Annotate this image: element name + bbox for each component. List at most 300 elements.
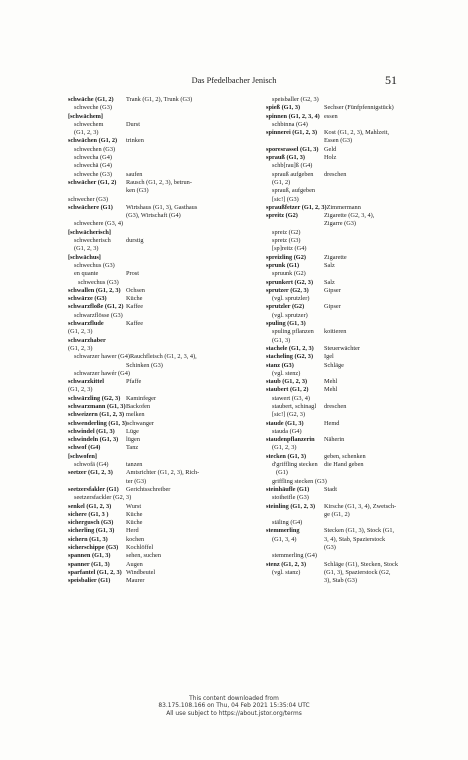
- dictionary-entry: [68, 337, 263, 345]
- entry-meaning: 3, 4), Stab, Spazierstock: [324, 535, 386, 543]
- entry-meaning: Schläge (G1), Stecken, Stock: [324, 560, 398, 568]
- dictionary-entry: [68, 428, 263, 436]
- entry-meaning: Tanz: [126, 444, 139, 452]
- dictionary-entry: [266, 577, 461, 585]
- dictionary-column-right: [266, 96, 461, 586]
- entry-meaning: [126, 312, 263, 320]
- entry-meaning: (G3): [324, 544, 336, 552]
- dictionary-entry: [68, 503, 263, 511]
- entry-headword: (vgl. sprutzler): [272, 295, 310, 303]
- dictionary-entry: [68, 378, 263, 386]
- entry-meaning: Kaffee: [126, 303, 144, 311]
- entry-meaning: [324, 552, 461, 560]
- dictionary-entry: [266, 536, 461, 544]
- dictionary-entry: [266, 386, 461, 394]
- entry-meaning: [324, 469, 461, 477]
- dictionary-entry: [266, 569, 461, 577]
- entry-meaning: Hemd: [324, 419, 340, 427]
- dictionary-entry: [68, 569, 263, 577]
- entry-meaning: [126, 196, 263, 204]
- entry-meaning: Amtsrichter (G1, 2, 3), Rich-: [126, 469, 200, 477]
- entry-meaning: Trank (G1, 2), Trunk (G3): [126, 96, 193, 103]
- entry-headword: (G1, 2, 3): [68, 386, 93, 394]
- dictionary-entry: [68, 478, 263, 486]
- entry-meaning: [126, 328, 263, 336]
- entry-headword: stecken (G1, 3): [266, 452, 307, 460]
- dictionary-entry: [68, 544, 263, 552]
- entry-meaning: die Hand geben: [324, 461, 364, 469]
- entry-headword: schwechere (G3, 4): [74, 220, 124, 228]
- entry-meaning: Gerichtsschreiber: [126, 485, 171, 493]
- entry-meaning: [126, 337, 263, 345]
- entry-headword: (G1, 2, 3): [272, 444, 297, 452]
- entry-meaning: Gipser: [324, 303, 341, 311]
- dictionary-entry: [266, 187, 461, 195]
- entry-headword: [sic!] (G3): [272, 195, 299, 203]
- dictionary-entry: [266, 137, 461, 145]
- dictionary-entry: [266, 96, 461, 104]
- dictionary-entry: [266, 561, 461, 569]
- entry-headword: sprunkert (G2, 3): [266, 278, 314, 286]
- dictionary-entry: [68, 254, 263, 262]
- entry-headword: spraußfetzer (G1, 2, 3): [266, 203, 327, 211]
- jstor-footer: [0, 696, 468, 718]
- entry-headword: [266, 511, 324, 519]
- dictionary-entry: [68, 420, 263, 428]
- dictionary-entry: [68, 129, 263, 137]
- entry-headword: stoiheifle (G3): [272, 494, 309, 502]
- dictionary-entry: [266, 486, 461, 494]
- entry-headword: schwechem: [74, 120, 104, 128]
- entry-headword: sparfantel (G1, 2, 3): [68, 568, 122, 576]
- entry-headword: sichere (G1, 3 ): [68, 510, 109, 518]
- entry-headword: [266, 577, 324, 585]
- entry-meaning: Küche: [126, 295, 143, 303]
- dictionary-entry: [68, 519, 263, 527]
- entry-meaning: [324, 312, 461, 320]
- entry-headword: spuling pflanzen: [272, 328, 314, 336]
- entry-headword: schwarzhaber: [68, 336, 106, 344]
- entry-meaning: Augen: [126, 560, 143, 568]
- entry-meaning: Küche: [126, 510, 143, 518]
- dictionary-entry: [266, 544, 461, 552]
- entry-meaning: [126, 229, 263, 237]
- entry-meaning: [324, 96, 461, 104]
- entry-headword: sprunk (G1): [266, 261, 300, 269]
- dictionary-entry: [266, 220, 461, 228]
- entry-headword: [68, 212, 126, 220]
- dictionary-entry: [266, 162, 461, 170]
- entry-meaning: [324, 411, 461, 419]
- dictionary-entry: [68, 179, 263, 187]
- entry-meaning: [324, 196, 461, 204]
- dictionary-entry: [266, 104, 461, 112]
- entry-meaning: Backofen: [126, 402, 151, 410]
- entry-meaning: Herd: [126, 527, 139, 535]
- dictionary-entry: [266, 411, 461, 419]
- entry-headword: stauda (G4): [272, 427, 302, 435]
- entry-meaning: sehen, suchen: [126, 552, 161, 560]
- entry-meaning: [126, 245, 263, 253]
- running-title: Das Pfedelbacher Jenisch: [191, 76, 277, 85]
- entry-headword: spinnen (G1, 2, 3, 4): [266, 112, 320, 120]
- entry-headword: stemmerling (G4): [272, 552, 317, 560]
- entry-headword: sicherling (G1, 3): [68, 527, 115, 535]
- dictionary-entry: [266, 370, 461, 378]
- entry-headword: staude (G1, 3): [266, 419, 304, 427]
- entry-headword: [266, 137, 324, 145]
- dictionary-entry: [68, 121, 263, 129]
- entry-meaning: [126, 129, 263, 137]
- entry-headword: schwarzfloße (G1, 2): [68, 303, 124, 311]
- entry-headword: senkel (G1, 2, 3): [68, 502, 112, 510]
- entry-headword: (G1, 3, 4): [272, 535, 297, 543]
- entry-headword: spannen (G1, 3): [68, 552, 111, 560]
- dictionary-entry: [266, 353, 461, 361]
- entry-meaning: Prost: [126, 270, 139, 278]
- dictionary-entry: [266, 262, 461, 270]
- entry-headword: schwofä (G4): [74, 461, 109, 469]
- entry-headword: speisbalier (G1): [68, 577, 111, 585]
- entry-meaning: Kirsche (G1, 3, 4), Zwetsch-: [324, 502, 397, 510]
- entry-headword: [sp]reitz (G4): [272, 245, 307, 253]
- dictionary-entry: [68, 328, 263, 336]
- entry-headword: schwallen (G1, 2, 3): [68, 286, 121, 294]
- entry-headword: schwarzer hawer (G4): [74, 353, 130, 361]
- dictionary-entry: [266, 204, 461, 212]
- dictionary-entry: [266, 121, 461, 129]
- entry-headword: sporesrassel (G1, 3): [266, 145, 319, 153]
- dictionary-entry: [266, 328, 461, 336]
- entry-meaning: ge (G1, 2): [324, 510, 350, 518]
- dictionary-entry: [266, 229, 461, 237]
- dictionary-column-left: [68, 96, 263, 586]
- dictionary-entry: [266, 113, 461, 121]
- entry-meaning: [324, 179, 461, 187]
- dictionary-entry: [266, 552, 461, 560]
- entry-headword: spruunk (G2): [272, 270, 306, 278]
- entry-meaning: melken: [126, 411, 145, 419]
- entry-meaning: Zigarette: [324, 253, 347, 261]
- dictionary-entry: [68, 469, 263, 477]
- dictionary-entry: [68, 395, 263, 403]
- dictionary-entry: [266, 428, 461, 436]
- entry-headword: spreitz (G2): [266, 212, 298, 220]
- entry-meaning: kochen: [126, 535, 145, 543]
- dictionary-entry: [266, 237, 461, 245]
- entry-headword: steinling (G1, 2, 3): [266, 502, 316, 510]
- entry-meaning: schwanger: [126, 419, 154, 427]
- dictionary-entry: [68, 436, 263, 444]
- entry-meaning: geben, schenken: [324, 452, 366, 460]
- entry-meaning: [126, 113, 263, 121]
- entry-headword: schwechen (G3): [74, 145, 116, 153]
- entry-headword: stäling (G4): [272, 519, 303, 527]
- entry-meaning: [130, 370, 263, 378]
- entry-headword: spreiz (G2): [272, 228, 301, 236]
- entry-meaning: [126, 453, 263, 461]
- entry-headword: [266, 220, 324, 228]
- dictionary-entry: [266, 519, 461, 527]
- entry-meaning: [324, 295, 461, 303]
- dictionary-entry: [68, 104, 263, 112]
- entry-headword: sichern (G1, 3): [68, 535, 108, 543]
- entry-meaning: Maurer: [126, 577, 145, 585]
- entry-headword: schwechus (G3): [78, 278, 119, 286]
- entry-meaning: [324, 428, 461, 436]
- entry-meaning: Essen (G3): [324, 137, 353, 145]
- dictionary-entry: [68, 403, 263, 411]
- entry-headword: schwecha (G4): [74, 154, 112, 162]
- dictionary-entry: [266, 469, 461, 477]
- entry-meaning: Gipser: [324, 286, 341, 294]
- dictionary-entry: [68, 171, 263, 179]
- entry-headword: staudenpflanzerin: [266, 436, 315, 444]
- entry-headword: [schwächus]: [68, 253, 101, 261]
- entry-meaning: Stecken (G1, 3), Stock (G1,: [324, 527, 395, 535]
- entry-meaning: Zimmermann: [326, 203, 361, 211]
- entry-meaning: [324, 519, 461, 527]
- dictionary-entry: [68, 229, 263, 237]
- entry-meaning: [126, 254, 263, 262]
- entry-meaning: Steuerwächter: [324, 344, 361, 352]
- entry-meaning: lügen: [126, 436, 140, 444]
- entry-meaning: (G3), Wirtschaft (G4): [126, 212, 181, 220]
- entry-headword: stemmerling: [266, 527, 300, 535]
- dictionary-entry: [266, 312, 461, 320]
- entry-meaning: trinken: [126, 137, 144, 145]
- dictionary-entry: [68, 494, 263, 502]
- page-number: 51: [385, 73, 397, 87]
- dictionary-entry: [68, 279, 263, 287]
- dictionary-entry: [68, 245, 263, 253]
- dictionary-entry: [68, 527, 263, 535]
- entry-headword: stacheling (G2, 3): [266, 353, 314, 361]
- entry-headword: steinhäufle (G1): [266, 485, 310, 493]
- entry-meaning: Rauchfleisch (G1, 2, 3, 4),: [129, 353, 197, 361]
- entry-headword: schwindel (G1, 3): [68, 427, 115, 435]
- entry-meaning: Mehl: [324, 378, 338, 386]
- entry-meaning: Stadt: [324, 485, 337, 493]
- dictionary-entry: [266, 287, 461, 295]
- entry-headword: sprutzer (G2, 3): [266, 286, 309, 294]
- dictionary-entry: [266, 511, 461, 519]
- dictionary-entry: [266, 196, 461, 204]
- dictionary-entry: [68, 204, 263, 212]
- dictionary-entry: [266, 303, 461, 311]
- entry-meaning: [126, 279, 263, 287]
- entry-meaning: Kaffee: [126, 320, 144, 328]
- entry-headword: d'griffling stecken: [272, 461, 318, 469]
- entry-headword: [schwächem]: [68, 112, 103, 120]
- entry-headword: seetzersfakler (G1): [68, 485, 119, 493]
- dictionary-entry: [68, 345, 263, 353]
- dictionary-entry: [266, 527, 461, 535]
- dictionary-entry: [266, 337, 461, 345]
- entry-meaning: [324, 270, 461, 278]
- entry-meaning: Küche: [126, 519, 143, 527]
- dictionary-entry: [266, 295, 461, 303]
- entry-headword: (G1, 3): [272, 336, 291, 344]
- dictionary-entry: [68, 137, 263, 145]
- dictionary-entry: [266, 345, 461, 353]
- entry-headword: staubert, schinagl: [272, 402, 317, 410]
- dictionary-entry: [266, 212, 461, 220]
- entry-headword: schwarzmann (G1, 3): [68, 402, 126, 410]
- entry-meaning: Zigarette (G2, 3, 4),: [324, 212, 375, 220]
- dictionary-entry: [68, 187, 263, 195]
- entry-headword: [68, 362, 126, 370]
- dictionary-entry: [68, 444, 263, 452]
- entry-meaning: [324, 237, 461, 245]
- entry-meaning: Rausch (G1, 2, 3), betrun-: [126, 178, 192, 186]
- dictionary-entry: [68, 561, 263, 569]
- entry-headword: sprauß aufgeben: [272, 170, 314, 178]
- dictionary-entry: [266, 461, 461, 469]
- entry-meaning: [324, 187, 461, 195]
- footer-line: 83.175.108.166 on Thu, 04 Feb 2021 15:35:04 UTC: [158, 703, 310, 710]
- dictionary-entry: [266, 378, 461, 386]
- entry-headword: staubert (G1, 2): [266, 386, 309, 394]
- entry-headword: sprauß (G1, 3): [266, 154, 306, 162]
- entry-meaning: [126, 386, 263, 394]
- dictionary-entry: [68, 196, 263, 204]
- entry-meaning: [126, 154, 263, 162]
- entry-headword: schweche (G3): [74, 104, 112, 112]
- entry-meaning: ter (G3): [126, 477, 147, 485]
- dictionary-entry: [68, 162, 263, 170]
- entry-headword: (G1, 2, 3): [74, 129, 99, 137]
- entry-meaning: [126, 345, 263, 353]
- entry-meaning: tanzen: [126, 461, 143, 469]
- dictionary-entry: [266, 362, 461, 370]
- entry-meaning: [324, 337, 461, 345]
- dictionary-entry: [68, 511, 263, 519]
- dictionary-entry: [266, 444, 461, 452]
- entry-headword: en quante: [74, 270, 99, 278]
- entry-meaning: Salz: [324, 261, 335, 269]
- entry-headword: (G1, 2, 3): [74, 245, 99, 253]
- entry-meaning: Zigarre (G3): [324, 220, 356, 228]
- entry-meaning: [131, 494, 263, 502]
- entry-meaning: Holz: [324, 154, 337, 162]
- entry-headword: [68, 187, 126, 195]
- entry-meaning: Igel: [324, 353, 334, 361]
- entry-meaning: [126, 146, 263, 154]
- dictionary-entry: [68, 146, 263, 154]
- dictionary-entry: [266, 171, 461, 179]
- dictionary-entry: [68, 154, 263, 162]
- dictionary-entry: [266, 494, 461, 502]
- entry-headword: [266, 544, 324, 552]
- entry-meaning: [324, 395, 461, 403]
- dictionary-entry: [68, 237, 263, 245]
- entry-headword: schwarzer hawér (G4): [74, 369, 130, 377]
- dictionary-entry: [266, 254, 461, 262]
- dictionary-entry: [266, 453, 461, 461]
- entry-headword: schwäche (G1, 2): [68, 96, 114, 103]
- entry-headword: griffling stecken (G3): [272, 477, 327, 485]
- entry-meaning: [126, 262, 263, 270]
- entry-headword: (vgl. stanz): [272, 568, 301, 576]
- entry-headword: spieß (G1, 3): [266, 104, 301, 112]
- entry-meaning: Windbeutel: [126, 568, 156, 576]
- entry-headword: spinnerei (G1, 2, 3): [266, 129, 318, 137]
- dictionary-entry: [68, 577, 263, 585]
- dictionary-entry: [266, 146, 461, 154]
- entry-meaning: 3), Stab (G3): [324, 577, 358, 585]
- entry-headword: schwärzling (G2, 3): [68, 394, 121, 402]
- entry-meaning: Lüge: [126, 427, 139, 435]
- footer-line: This content downloaded from: [189, 696, 279, 702]
- entry-meaning: essen: [324, 112, 338, 120]
- entry-meaning: Salz: [324, 278, 335, 286]
- entry-headword: stachele (G1, 2, 3): [266, 344, 314, 352]
- entry-headword: schwächer (G1, 2): [68, 178, 117, 186]
- entry-meaning: Kaminfeger: [126, 394, 157, 402]
- entry-headword: schweche (G3): [74, 170, 112, 178]
- entry-headword: [schwächerisch]: [68, 228, 112, 236]
- dictionary-entry: [68, 461, 263, 469]
- dictionary-entry: [266, 395, 461, 403]
- entry-meaning: Schläge: [324, 361, 344, 369]
- entry-headword: schwenderling (G1, 3): [68, 419, 127, 427]
- entry-headword: schwecherisch: [74, 237, 111, 245]
- dictionary-entry: [68, 552, 263, 560]
- entry-headword: sichergusch (G3): [68, 519, 114, 527]
- entry-headword: spretz (G3): [272, 237, 301, 245]
- entry-meaning: Kochlöffel: [126, 544, 154, 552]
- entry-meaning: [324, 162, 461, 170]
- entry-headword: schweizern (G1, 2, 3): [68, 411, 125, 419]
- entry-headword: schwächere (G1): [68, 203, 113, 211]
- entry-headword: seetzersfackler (G2, 3): [74, 494, 132, 502]
- dictionary-entry: [68, 262, 263, 270]
- entry-meaning: Kost (G1, 2, 3), Mahlzeit,: [324, 129, 390, 137]
- entry-headword: [schwofen]: [68, 452, 98, 460]
- entry-meaning: [324, 494, 461, 502]
- entry-headword: (G1): [276, 469, 288, 477]
- entry-headword: (vgl. sprutzer): [272, 311, 308, 319]
- dictionary-entry: [266, 420, 461, 428]
- entry-headword: schwechus (G3): [74, 261, 115, 269]
- entry-headword: schwarzflude: [68, 320, 104, 328]
- entry-meaning: Schinken (G3): [126, 361, 163, 369]
- entry-meaning: [327, 478, 461, 486]
- entry-meaning: Wirtshaus (G1, 3), Gasthaus: [126, 203, 198, 211]
- entry-headword: spreizling (G2): [266, 253, 306, 261]
- dictionary-entry: [266, 503, 461, 511]
- entry-meaning: [324, 121, 461, 129]
- dictionary-entry: [266, 403, 461, 411]
- entry-meaning: Ochsen: [126, 286, 145, 294]
- entry-headword: schb[rau]ß (G4): [272, 162, 313, 170]
- dictionary-entry: [68, 386, 263, 394]
- entry-headword: stanz (G3): [266, 361, 294, 369]
- entry-meaning: dreschen: [324, 170, 347, 178]
- dictionary-entry: [68, 362, 263, 370]
- dictionary-entry: [68, 312, 263, 320]
- entry-meaning: durstig: [126, 237, 144, 245]
- entry-headword: sprauß, aufgeben: [272, 187, 316, 195]
- entry-headword: speisballer (G2, 3): [272, 96, 319, 103]
- entry-headword: schwarzkittel: [68, 378, 105, 386]
- entry-headword: stawert (G3, 4): [272, 394, 310, 402]
- entry-headword: [sic!] (G2, 3): [272, 411, 306, 419]
- entry-meaning: [324, 370, 461, 378]
- dictionary-entry: [68, 113, 263, 121]
- dictionary-entry: [266, 436, 461, 444]
